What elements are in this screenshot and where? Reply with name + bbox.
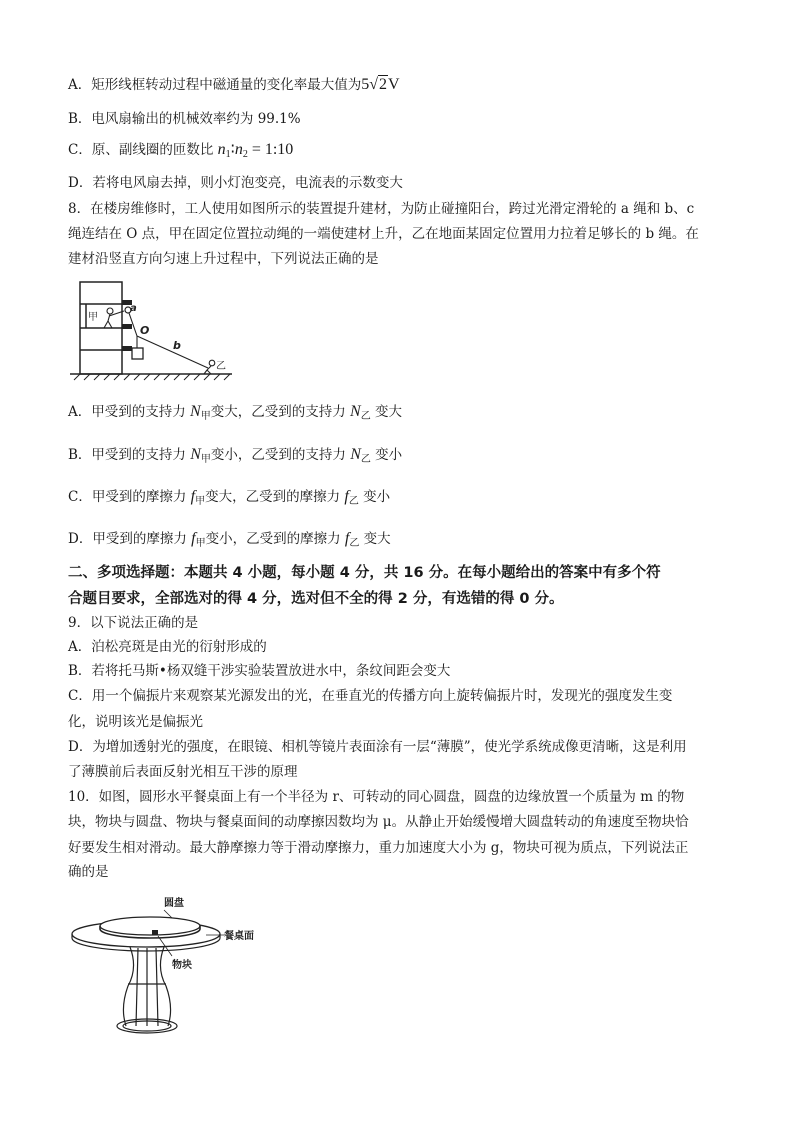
sub-1: 1: [225, 149, 231, 160]
material-block: [132, 348, 143, 359]
sub-jia: 甲: [200, 411, 211, 422]
q9-option-c-line1: C．用一个偏振片来观察某光源发出的光，在垂直光的传播方向上旋转偏振片时，发现光的强度发生变: [68, 688, 673, 704]
q8-option-b: [68, 445, 402, 470]
q7-option-a-unit: V: [388, 76, 400, 93]
q7-option-c-text: C．原、副线圈的匝数比: [68, 142, 214, 158]
q10-stem-line4: 确的是: [68, 864, 109, 880]
q8-stem-line2: 绳连结在 O 点，甲在固定位置拉动绳的一端使建材上升，乙在地面某固定位置用力拉着足够长的 b 绳。在: [68, 226, 699, 242]
var-n1: n: [217, 141, 226, 158]
text: 变小，乙受到的摩擦力: [205, 531, 345, 547]
q7-option-a-radicand: 2: [379, 76, 388, 93]
text: D．甲受到的摩擦力: [68, 531, 192, 547]
balcony: [122, 324, 132, 329]
sub-yi: 乙: [360, 411, 371, 422]
q10-figure: [68, 890, 268, 1042]
block: [152, 930, 158, 935]
sqrt-symbol: √2: [369, 76, 388, 93]
sub-2: 2: [242, 149, 248, 160]
q7-option-a: [68, 75, 400, 95]
q7-option-c-ratio: [218, 141, 294, 158]
text: 变大: [370, 404, 402, 420]
var-N: N: [350, 403, 361, 420]
var-n2: n: [234, 141, 243, 158]
label-yi: 乙: [216, 361, 226, 372]
q9-option-c-line2: 化，说明该光是偏振光: [68, 714, 203, 730]
q8-option-c: [68, 487, 390, 512]
text: 变大，乙受到的支持力: [210, 404, 351, 420]
var-N: N: [190, 446, 201, 463]
q9-option-d-line1: D．为增加透射光的强度，在眼镜、相机等镜片表面涂有一层“薄膜”，使光学系统成像更清晰，这是利用: [68, 739, 687, 755]
sub-jia: 甲: [195, 496, 206, 507]
ratio-value: = 1:10: [251, 141, 294, 158]
q7-option-d: D．若将电风扇去掉，则小灯泡变亮，电流表的示数变大: [68, 175, 403, 191]
q9-stem: 9．以下说法正确的是: [68, 615, 199, 631]
section2-heading-line1: 二、多项选择题：本题共 4 小题，每小题 4 分，共 16 分。在每小题给出的答案中有多个符: [68, 565, 661, 581]
section2-heading-line2: 合题目要求，全部选对的得 4 分，选对但不全的得 2 分，有选错的得 0 分。: [68, 591, 564, 607]
q10-stem-line2: 块，物块与圆盘、物块与餐桌面间的动摩擦因数均为 μ。从静止开始缓慢增大圆盘转动的角速度至物块恰: [68, 814, 689, 830]
label-block: 物块: [172, 960, 192, 971]
var-N: N: [350, 446, 361, 463]
q8-stem-line3: 建材沿竖直方向匀速上升过程中，下列说法正确的是: [68, 251, 379, 267]
text: C．甲受到的摩擦力: [68, 489, 191, 505]
var-f: f: [344, 488, 349, 505]
colon: ∶: [230, 141, 235, 158]
q9-option-a: A．泊松亮斑是由光的衍射形成的: [68, 639, 267, 655]
var-f: f: [190, 488, 196, 505]
label-table: 餐桌面: [224, 931, 254, 942]
q9-option-b: B．若将托马斯•杨双缝干涉实验装置放进水中，条纹间距会变大: [68, 663, 451, 679]
sub-yi: 乙: [349, 538, 360, 549]
q10-stem-line3: 好要发生相对滑动。最大静摩擦力等于滑动摩擦力，重力加速度大小为 g，物块可视为质点，下列说法正: [68, 840, 689, 856]
person-jia: [104, 308, 124, 328]
building: [80, 282, 122, 374]
sub-yi: 乙: [360, 454, 371, 465]
q8-option-a: [68, 402, 402, 427]
text: 变小，乙受到的支持力: [210, 447, 351, 463]
label-jia: 甲: [88, 312, 98, 323]
label-b: b: [173, 339, 181, 352]
balcony: [122, 346, 132, 351]
label-a: a: [130, 303, 137, 314]
sub-jia: 甲: [200, 454, 211, 465]
q8-stem-line1: 8．在楼房维修时，工人使用如图所示的装置提升建材，为防止碰撞阳台，跨过光滑定滑轮的 a 绳和 b、c: [68, 201, 695, 217]
q7-option-a-text: A．矩形线框转动过程中磁通量的变化率最大值为: [68, 77, 362, 93]
q7-option-b: B．电风扇输出的机械效率约为 99.1%: [68, 111, 301, 127]
q10-stem-line1: 10．如图，圆形水平餐桌面上有一个半径为 r、可转动的同心圆盘，圆盘的边缘放置一个质量为 m 的物: [68, 789, 685, 805]
text: 变大: [359, 531, 391, 547]
text: A．甲受到的支持力: [68, 404, 191, 420]
text: B．甲受到的支持力: [68, 447, 191, 463]
q7-option-a-coef: 5: [361, 76, 370, 93]
var-f: f: [344, 530, 350, 547]
rotating-disk: [100, 917, 200, 935]
label-O: O: [140, 324, 150, 337]
var-N: N: [190, 403, 201, 420]
text: 变小: [358, 489, 391, 505]
q8-option-d: [68, 529, 391, 554]
ground-hatch: [74, 374, 230, 380]
q9-option-d-line2: 了薄膜前后表面反射光相互干涉的原理: [68, 764, 298, 780]
var-f: f: [191, 530, 196, 547]
text: 变小: [370, 447, 403, 463]
text: 变大，乙受到的摩擦力: [205, 489, 345, 505]
table-pedestal: [117, 947, 177, 1033]
q8-figure: [66, 278, 236, 384]
sub-yi: 乙: [348, 496, 359, 507]
q7-option-c: [68, 140, 293, 165]
sub-jia: 甲: [195, 538, 206, 549]
label-disk: 圆盘: [164, 898, 184, 909]
